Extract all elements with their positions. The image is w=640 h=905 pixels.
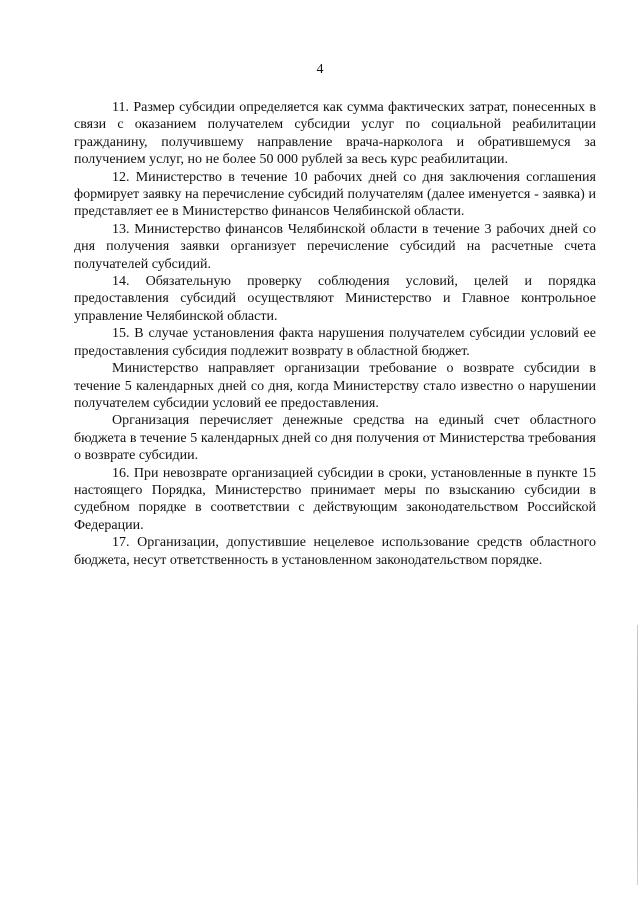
paragraph-17: 17. Организации, допустившие нецелевое использование средств областного бюджета, несут ответственность в установленном законодательством порядке.	[74, 535, 596, 568]
scan-edge-line	[637, 625, 638, 885]
paragraph-15-ministry-demand: Министерство направляет организации требование о возврате субсидии в течение 5 календарных дней со дня, когда Министерству стало известно о нарушении получателем субсидии условий ее предоставления.	[74, 361, 596, 411]
paragraph-14: 14. Обязательную проверку соблюдения условий, целей и порядка предоставления субсидий осуществляют Министерство и Главное контрольное управление Челябинской области.	[74, 274, 596, 324]
paragraph-16: 16. При невозврате организацией субсидии в сроки, установленные в пункте 15 настоящего Порядка, Министерство принимает меры по взысканию субсидии в судебном порядке в соответствии с действующим законодательством Российской Федерации.	[74, 465, 596, 533]
paragraph-15-organization-transfer: Организация перечисляет денежные средства на единый счет областного бюджета в течение 5 календарных дней со дня получения от Министерства требования о возврате субсидии.	[74, 413, 596, 464]
paragraph-15: 15. В случае установления факта нарушения получателем субсидии условий ее предоставления субсидия подлежит возврату в областной бюджет.	[74, 326, 596, 359]
document-body	[74, 99, 596, 569]
paragraph-12: 12. Министерство в течение 10 рабочих дней со дня заключения соглашения формирует заявку на перечисление субсидий получателям (далее именуется - заявка) и представляет ее в Министерство финансов Челябинской области.	[74, 169, 596, 220]
page-number: 4	[316, 62, 324, 77]
paragraph-13: 13. Министерство финансов Челябинской области в течение 3 рабочих дней со дня получения заявки организует перечисление субсидий на расчетные счета получателей субсидий.	[74, 221, 596, 272]
paragraph-11: 11. Размер субсидии определяется как сумма фактических затрат, понесенных в связи с оказанием получателем субсидии услуг по социальной реабилитации гражданину, получившему направление врача-нарколога и обратившемуся за получением услуг, но не более 50 000 рублей за весь курс реабилитации.	[74, 100, 596, 168]
